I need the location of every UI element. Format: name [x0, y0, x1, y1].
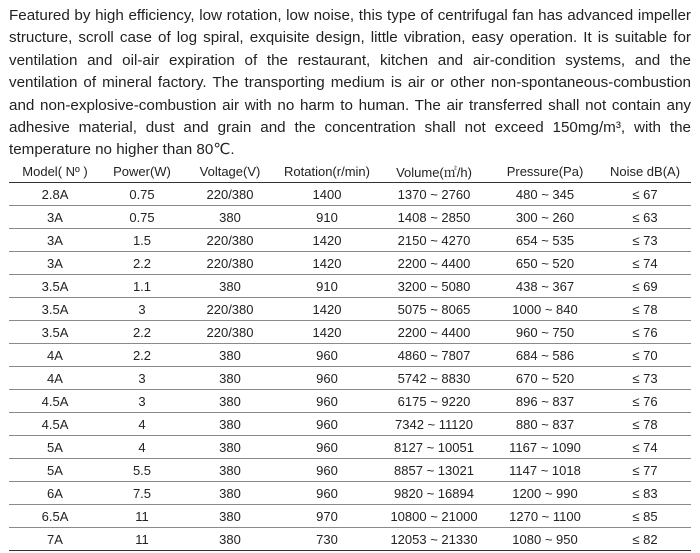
cell-pressure: 300 ~ 260 [491, 206, 599, 229]
header-noise: Noise dB(A) [599, 160, 691, 183]
cell-noise: ≤ 70 [599, 344, 691, 367]
cell-volume: 5742 ~ 8830 [377, 367, 491, 390]
header-pressure: Pressure(Pa) [491, 160, 599, 183]
table-row [9, 413, 691, 436]
cell-voltage: 380 [183, 436, 277, 459]
cell-noise: ≤ 63 [599, 206, 691, 229]
cell-noise: ≤ 82 [599, 528, 691, 551]
cell-rotation: 960 [277, 367, 377, 390]
cell-rotation: 1420 [277, 252, 377, 275]
cell-noise: ≤ 67 [599, 183, 691, 206]
cell-volume: 12053 ~ 21330 [377, 528, 491, 551]
cell-noise: ≤ 77 [599, 459, 691, 482]
header-power: Power(W) [101, 160, 183, 183]
cell-rotation: 960 [277, 459, 377, 482]
table-row [9, 183, 691, 206]
table-row [9, 390, 691, 413]
cell-rotation: 910 [277, 206, 377, 229]
cell-voltage: 220/380 [183, 298, 277, 321]
cell-power: 2.2 [101, 252, 183, 275]
cell-pressure: 480 ~ 345 [491, 183, 599, 206]
cell-power: 2.2 [101, 344, 183, 367]
cell-pressure: 880 ~ 837 [491, 413, 599, 436]
table-row [9, 436, 691, 459]
cell-noise: ≤ 78 [599, 298, 691, 321]
table-header-row [9, 160, 691, 183]
fan-specs-table [9, 160, 691, 551]
cell-volume: 8127 ~ 10051 [377, 436, 491, 459]
cell-volume: 5075 ~ 8065 [377, 298, 491, 321]
cell-rotation: 1420 [277, 321, 377, 344]
cell-voltage: 380 [183, 482, 277, 505]
table-row [9, 528, 691, 551]
cell-noise: ≤ 74 [599, 252, 691, 275]
intro-paragraph: Featured by high efficiency, low rotation, low noise, this type of centrifugal fan has advanced impeller structure, scroll case of log spiral, exquisite design, little vibration, easy operation. It is suitable for ventilation and oil-air expiration of the restaurant, kitchen and air-condition systems, and the ventilation of mineral factory. The transporting medium is air or other non-spontaneous-combustion and non-explosive-combustion air with no harm to human. The air transferred shall not contain any adhesive material, dust and grain and the concentration shall not exceed 150mg/m³, with the temperature no higher than 80℃. [9, 7, 691, 159]
table-row [9, 505, 691, 528]
cell-rotation: 960 [277, 436, 377, 459]
cell-rotation: 960 [277, 344, 377, 367]
cell-model: 3.5A [9, 275, 101, 298]
table-row [9, 206, 691, 229]
header-model: Model( Nº ) [9, 160, 101, 183]
cell-model: 3A [9, 206, 101, 229]
cell-rotation: 1420 [277, 298, 377, 321]
cell-power: 3 [101, 390, 183, 413]
cell-pressure: 1167 ~ 1090 [491, 436, 599, 459]
cell-power: 1.5 [101, 229, 183, 252]
cell-pressure: 1080 ~ 950 [491, 528, 599, 551]
cell-volume: 1370 ~ 2760 [377, 183, 491, 206]
cell-power: 2.2 [101, 321, 183, 344]
cell-model: 4.5A [9, 413, 101, 436]
cell-pressure: 650 ~ 520 [491, 252, 599, 275]
cell-rotation: 910 [277, 275, 377, 298]
cell-volume: 1408 ~ 2850 [377, 206, 491, 229]
cell-model: 5A [9, 436, 101, 459]
header-rotation: Rotation(r/min) [277, 160, 377, 183]
cell-rotation: 960 [277, 390, 377, 413]
cell-volume: 10800 ~ 21000 [377, 505, 491, 528]
cell-power: 11 [101, 505, 183, 528]
cell-model: 3A [9, 252, 101, 275]
cell-voltage: 380 [183, 275, 277, 298]
cell-rotation: 960 [277, 413, 377, 436]
cell-rotation: 1400 [277, 183, 377, 206]
cell-voltage: 220/380 [183, 183, 277, 206]
cell-pressure: 1000 ~ 840 [491, 298, 599, 321]
cell-model: 3.5A [9, 298, 101, 321]
cell-power: 5.5 [101, 459, 183, 482]
cell-model: 6.5A [9, 505, 101, 528]
cell-voltage: 220/380 [183, 229, 277, 252]
cell-noise: ≤ 74 [599, 436, 691, 459]
cell-pressure: 1200 ~ 990 [491, 482, 599, 505]
cell-rotation: 960 [277, 482, 377, 505]
cell-voltage: 380 [183, 505, 277, 528]
cell-voltage: 380 [183, 459, 277, 482]
cell-model: 4A [9, 344, 101, 367]
cell-power: 0.75 [101, 206, 183, 229]
table-row [9, 321, 691, 344]
cell-model: 5A [9, 459, 101, 482]
cell-noise: ≤ 78 [599, 413, 691, 436]
cell-volume: 8857 ~ 13021 [377, 459, 491, 482]
cell-rotation: 1420 [277, 229, 377, 252]
cell-noise: ≤ 76 [599, 321, 691, 344]
cell-model: 6A [9, 482, 101, 505]
cell-pressure: 670 ~ 520 [491, 367, 599, 390]
cell-pressure: 1270 ~ 1100 [491, 505, 599, 528]
cell-voltage: 380 [183, 413, 277, 436]
cell-volume: 2200 ~ 4400 [377, 321, 491, 344]
cell-pressure: 438 ~ 367 [491, 275, 599, 298]
cell-noise: ≤ 85 [599, 505, 691, 528]
table-row [9, 275, 691, 298]
table-row [9, 367, 691, 390]
cell-noise: ≤ 76 [599, 390, 691, 413]
cell-volume: 2150 ~ 4270 [377, 229, 491, 252]
cell-model: 3.5A [9, 321, 101, 344]
cell-voltage: 380 [183, 390, 277, 413]
cell-power: 4 [101, 413, 183, 436]
cell-volume: 9820 ~ 16894 [377, 482, 491, 505]
table-body [9, 183, 691, 551]
table-row [9, 252, 691, 275]
cell-noise: ≤ 73 [599, 367, 691, 390]
table-row [9, 298, 691, 321]
cell-model: 7A [9, 528, 101, 551]
table-row [9, 344, 691, 367]
header-voltage: Voltage(V) [183, 160, 277, 183]
cell-model: 3A [9, 229, 101, 252]
cell-power: 4 [101, 436, 183, 459]
cell-noise: ≤ 69 [599, 275, 691, 298]
cell-voltage: 220/380 [183, 252, 277, 275]
cell-volume: 7342 ~ 11120 [377, 413, 491, 436]
cell-voltage: 380 [183, 528, 277, 551]
table-row [9, 229, 691, 252]
cell-volume: 6175 ~ 9220 [377, 390, 491, 413]
cell-pressure: 684 ~ 586 [491, 344, 599, 367]
cell-noise: ≤ 83 [599, 482, 691, 505]
cell-noise: ≤ 73 [599, 229, 691, 252]
cell-volume: 3200 ~ 5080 [377, 275, 491, 298]
cell-rotation: 730 [277, 528, 377, 551]
cell-volume: 4860 ~ 7807 [377, 344, 491, 367]
cell-model: 4A [9, 367, 101, 390]
cell-pressure: 654 ~ 535 [491, 229, 599, 252]
cell-power: 3 [101, 298, 183, 321]
header-volume: Volume(㎡/h) [377, 160, 491, 183]
cell-volume: 2200 ~ 4400 [377, 252, 491, 275]
cell-power: 11 [101, 528, 183, 551]
cell-power: 7.5 [101, 482, 183, 505]
cell-voltage: 380 [183, 206, 277, 229]
cell-model: 4.5A [9, 390, 101, 413]
cell-rotation: 970 [277, 505, 377, 528]
cell-pressure: 960 ~ 750 [491, 321, 599, 344]
table-row [9, 459, 691, 482]
cell-power: 1.1 [101, 275, 183, 298]
cell-model: 2.8A [9, 183, 101, 206]
table-row [9, 482, 691, 505]
cell-power: 0.75 [101, 183, 183, 206]
cell-voltage: 380 [183, 344, 277, 367]
cell-voltage: 220/380 [183, 321, 277, 344]
cell-pressure: 896 ~ 837 [491, 390, 599, 413]
cell-power: 3 [101, 367, 183, 390]
cell-voltage: 380 [183, 367, 277, 390]
cell-pressure: 1147 ~ 1018 [491, 459, 599, 482]
